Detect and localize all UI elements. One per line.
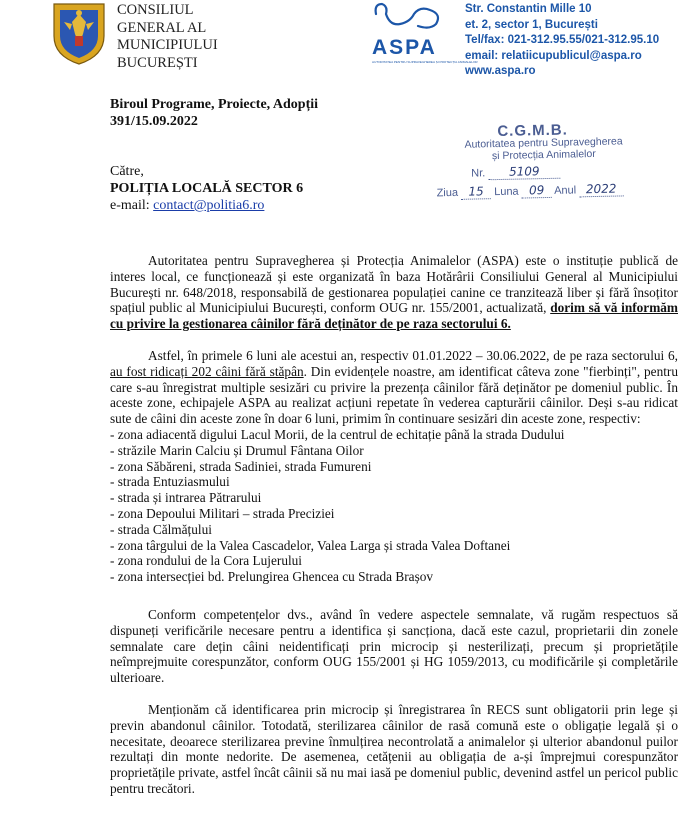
- office-ref: 391/15.09.2022: [110, 114, 198, 129]
- zone-item: - strada Călmățului: [110, 521, 212, 537]
- stamp-luna-label: Luna: [494, 185, 519, 199]
- logo-subtitle: AUTORITATEA PENTRU SUPRAVEGHEREA ȘI PROTECȚIA ANIMALELOR: [372, 60, 478, 64]
- stamp-authority-line: Autoritatea pentru Supravegherea: [464, 135, 623, 151]
- stamp-luna-value: 09: [528, 183, 545, 198]
- stamp-zi-value: 15: [468, 184, 484, 199]
- contact-address-floor: et. 2, sector 1, București: [465, 18, 598, 31]
- office-block: [110, 96, 318, 130]
- paragraph-obligations: Menționăm că identificarea prin microcip și înregistrarea în RECS sunt obligatorii prin lege și previn abandonul câinilor. Totodată, sterilizarea câinilor de rasă comună este o obligație legală și o necesitate, deoarece sterilizarea previne înmulțirea necontrolată a animalelor și ulterior abandonul puilor rezultați din monte nedorite. De asemenea, cetățenii au obligația de a-și împrejmui corespunzător proprietățile private, astfel încât câinii să nu mai iasă pe domeniul public, devenind astfel un pericol public pentru trecători.: [110, 701, 678, 796]
- stamp-authority: [438, 135, 650, 163]
- addressee-email-link[interactable]: contact@politia6.ro: [153, 198, 265, 213]
- aspa-logo: [370, 0, 478, 70]
- addressee-email-label: e-mail:: [110, 198, 150, 213]
- zone-item: - zona intersecției bd. Prelungirea Ghencea cu Strada Brașov: [110, 569, 434, 585]
- zone-item: - zona târgului de la Valea Cascadelor, Valea Larga și strada Valea Doftanei: [110, 537, 511, 553]
- svg-text:AUTORITATEA PENTRU SUPRAVEGHER: [372, 60, 478, 64]
- council-name: [117, 2, 218, 72]
- addressee-block: [110, 163, 303, 214]
- paragraph-statistics-text-2: . Din evidențele noastre, am identificat câteva zone "fierbinți", pentru care s-au înregistrat multiple sesizări cu privire la prezența câinilor fără deținător pe domeniul public. În aceste zone, echipajele ASPA au realizat acțiuni repetate în vederea capturării câinilor. Deși s-au ridicat sute de câini din aceste zone în doar 6 luni, primim în continuare sesizări din aceste zone, respectiv:: [110, 363, 678, 427]
- council-line: CONSILIUL: [117, 2, 194, 18]
- council-line: GENERAL AL: [117, 19, 207, 36]
- logo-text: ASPA: [372, 36, 437, 59]
- zone-item: - străzile Marin Calciu și Drumul Fântana Oilor: [110, 442, 364, 458]
- bucharest-coat-of-arms-icon: [48, 0, 110, 66]
- stamp-number-row: [471, 164, 560, 181]
- contact-block: [465, 2, 659, 80]
- zone-item: - zona rondului de la Cora Lujerului: [110, 553, 303, 569]
- paragraph-statistics-text: Astfel, în primele 6 luni ale acestui an, respectiv 01.01.2022 – 30.06.2022, de pe raza sectorului 6,: [148, 347, 678, 363]
- paragraph-request: Conform competențelor dvs., având în vedere aspectele semnalate, vă rugăm respectuos să dispuneți verificările necesare pentru a identifica și sancționa, dacă este cazul, proprietarii din zonele semnalate care dețin câini neidentificați prin microcip și nesterilizați, precum și proprietățile neîmprejmuite corespunzător, conform OUG 155/2001 și HG 1059/2013, cu modificările și completările ulterioare.: [110, 606, 678, 686]
- paragraph-intro-text: Autoritatea pentru Supravegherea și Protecția Animalelor (ASPA) este o instituție publică de interes local, ce funcționează și este organizată în baza Hotărârii Consiliului General al Municipiului București nr. 648/2018, responsabilă de gestionarea populației canine ce tranzitează liber și fără însoțitor spațiul public al Municipiului București, conform OUG nr. 155/2001, actualizată,: [110, 253, 678, 316]
- stamp-title: C.G.M.B.: [497, 121, 569, 141]
- zone-item: - strada Entuziasmului: [110, 474, 230, 490]
- contact-address-street: Str. Constantin Mille 10: [465, 3, 592, 15]
- stamp-date-row: [436, 181, 623, 200]
- paragraph-intro: [110, 253, 678, 332]
- stamp-anul-value: 2022: [585, 181, 617, 197]
- registration-stamp: [435, 120, 659, 205]
- zone-item: - strada și intrarea Pătrarului: [110, 490, 262, 506]
- stamp-nr-value: 5109: [508, 164, 540, 179]
- paragraph-intro-emphasis: dorim să vă informăm cu privire la gestionarea câinilor fără deținător de pe raza sectorului 6.: [110, 300, 678, 332]
- contact-email[interactable]: email: relatiicupublicul@aspa.ro: [465, 49, 642, 62]
- stamp-zi-label: Ziua: [436, 186, 459, 200]
- office-name: Biroul Programe, Proiecte, Adopții: [110, 97, 319, 112]
- paragraph-statistics: [110, 348, 678, 427]
- stamp-nr-label: Nr.: [471, 167, 486, 180]
- zone-item: - zona Depoului Militari – strada Preciziei: [110, 505, 335, 521]
- stamp-authority-line: și Protecția Animalelor: [491, 147, 596, 163]
- zones-list: [110, 427, 678, 585]
- addressee-to-label: Către,: [110, 164, 144, 179]
- addressee-name: POLIȚIA LOCALĂ SECTOR 6: [110, 181, 304, 196]
- zone-item: - zona Săbăreni, strada Sadiniei, strada Fumureni: [110, 458, 372, 474]
- council-line: BUCUREȘTI: [117, 54, 198, 71]
- contact-phone[interactable]: Tel/fax: 021-312.95.55/021-312.95.10: [465, 34, 660, 46]
- stamp-anul-label: Anul: [554, 184, 577, 197]
- contact-website[interactable]: www.aspa.ro: [465, 65, 536, 77]
- zone-item: - zona adiacentă digului Lacul Morii, de la centrul de echitație până la strada Dudului: [110, 426, 565, 442]
- council-line: MUNICIPIULUI: [117, 37, 218, 53]
- paragraph-statistics-highlight: au fost ridicați 202 câini fără stăpân: [110, 363, 304, 379]
- letter-body: [110, 253, 678, 813]
